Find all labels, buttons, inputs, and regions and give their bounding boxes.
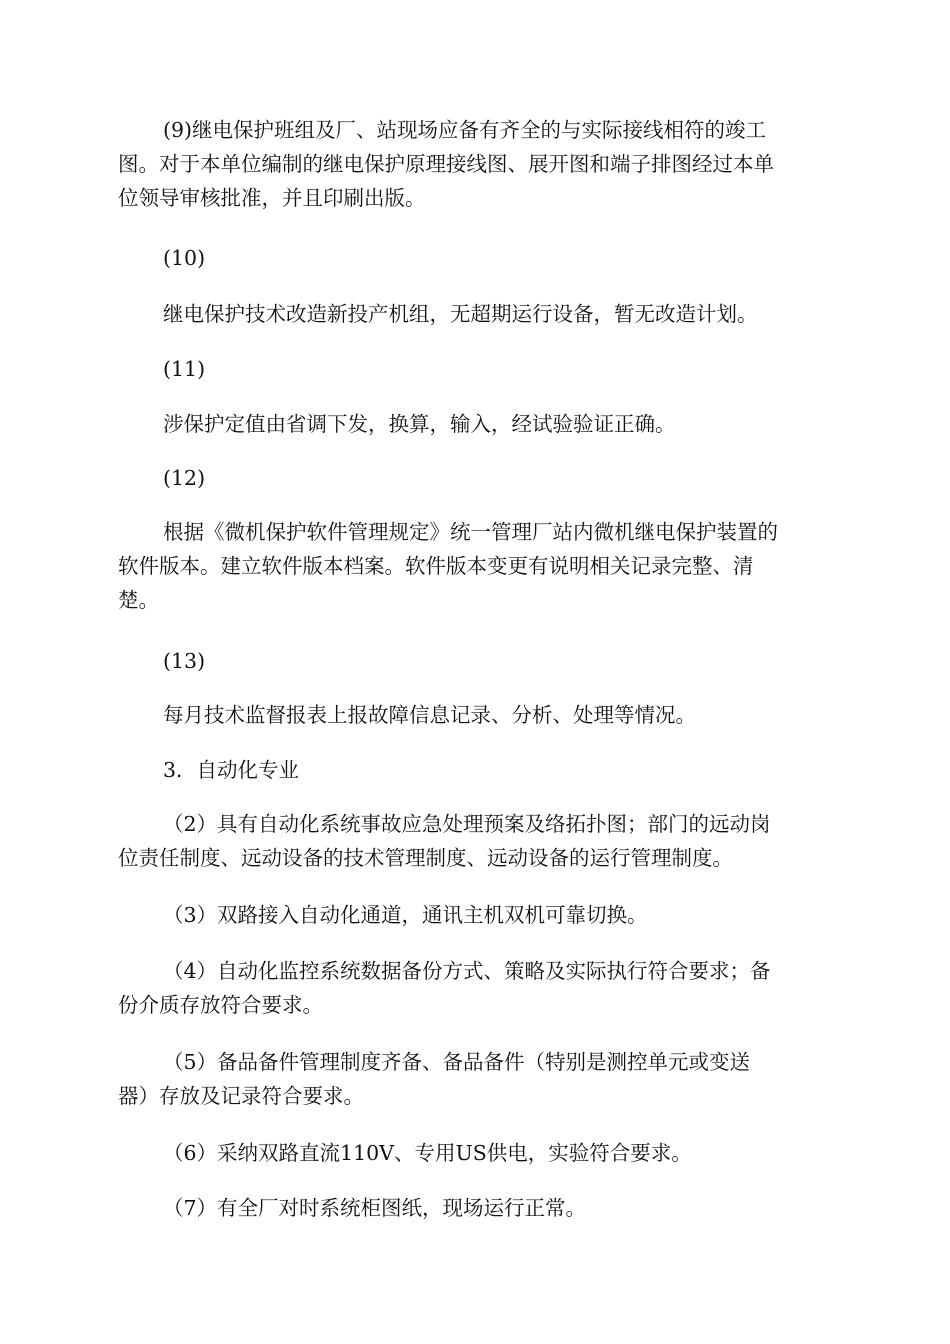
paragraph-line: 每月技术监督报表上报故障信息记录、分析、处理等情况。	[163, 703, 696, 727]
paragraph-auto-6	[118, 1136, 838, 1170]
paragraph-item-13	[118, 698, 838, 732]
item-number-13	[118, 644, 838, 678]
paragraph-line: (11)	[163, 357, 206, 381]
paragraph-auto-4	[118, 954, 838, 1022]
paragraph-auto-5	[118, 1045, 838, 1113]
paragraph-line: 涉保护定值由省调下发，换算，输入，经试验验证正确。	[163, 412, 676, 436]
paragraph-line: 图。对于本单位编制的继电保护原理接线图、展开图和端子排图经过本单	[118, 152, 774, 176]
paragraph-line: （4）自动化监控系统数据备份方式、策略及实际执行符合要求；备	[163, 959, 771, 983]
paragraph-auto-2	[118, 807, 838, 875]
item-number-11	[118, 352, 838, 386]
paragraph-auto-3	[118, 898, 838, 932]
paragraph-line: 根据《微机保护软件管理规定》统一管理厂站内微机继电保护装置的	[163, 520, 778, 544]
paragraph-line: （6）采纳双路直流110V、专用US供电，实验符合要求。	[163, 1141, 692, 1165]
paragraph-line: （5）备品备件管理制度齐备、备品备件（特别是测控单元或变送	[163, 1050, 751, 1074]
paragraph-line: (10)	[163, 246, 206, 270]
section-heading-text: 3．自动化专业	[163, 758, 300, 782]
paragraph-line: (9)继电保护班组及厂、站现场应备有齐全的与实际接线相符的竣工	[163, 118, 767, 142]
paragraph-line: 器）存放及记录符合要求。	[118, 1084, 364, 1108]
item-number-12	[118, 461, 838, 495]
paragraph-line: （7）有全厂对时系统柜图纸，现场运行正常。	[163, 1196, 587, 1220]
paragraph-line: 楚。	[118, 588, 159, 612]
paragraph-line: (13)	[163, 649, 206, 673]
paragraph-auto-7	[118, 1191, 838, 1225]
paragraph-line: （3）双路接入自动化通道，通讯主机双机可靠切换。	[163, 903, 648, 927]
paragraph-line: 位责任制度、远动设备的技术管理制度、远动设备的运行管理制度。	[118, 846, 733, 870]
paragraph-line: 份介质存放符合要求。	[118, 993, 323, 1017]
paragraph-line: 继电保护技术改造新投产机组，无超期运行设备，暂无改造计划。	[163, 302, 758, 326]
paragraph-item-9	[118, 113, 838, 215]
item-number-10	[118, 241, 838, 275]
section-heading	[118, 753, 838, 787]
paragraph-line: 位领导审核批准，并且印刷出版。	[118, 186, 426, 210]
paragraph-line: 软件版本。建立软件版本档案。软件版本变更有说明相关记录完整、清	[118, 554, 754, 578]
paragraph-line: (12)	[163, 466, 206, 490]
paragraph-item-11	[118, 407, 838, 441]
paragraph-item-10	[118, 297, 838, 331]
paragraph-line: （2）具有自动化系统事故应急处理预案及络拓扑图；部门的远动岗	[163, 812, 771, 836]
paragraph-item-12	[118, 515, 838, 617]
